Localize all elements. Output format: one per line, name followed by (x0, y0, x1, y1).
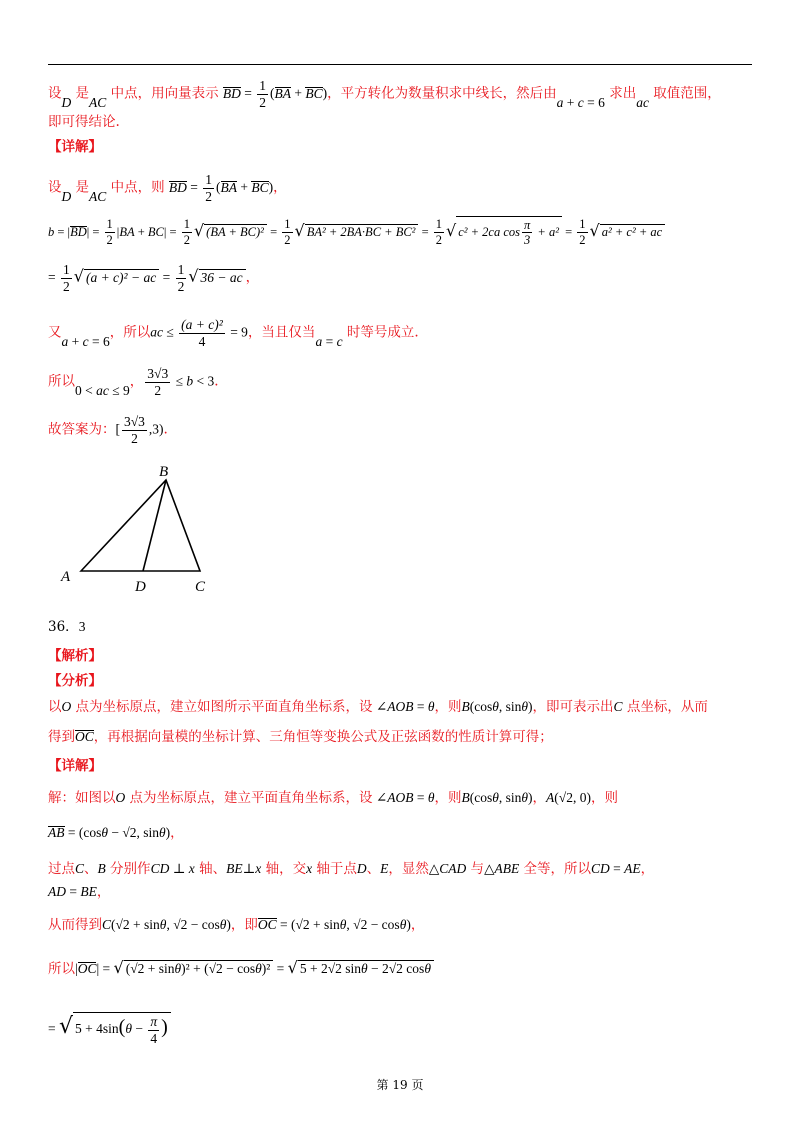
line-13: 以O 点为坐标原点，建立如图所示平面直角坐标系，设 ∠AOB = θ，则B(cosθ, sinθ)，即可表示出C 点坐标，从而 (48, 699, 708, 715)
header-rule (48, 64, 752, 65)
line-15-heading: 【详解】 (48, 758, 102, 774)
line-16: 解：如图以O 点为坐标原点，建立平面直角坐标系，设 ∠AOB = θ，则B(cosθ, sinθ)，A(√2, 0)，则 (48, 790, 618, 806)
triangle-abc (81, 480, 200, 571)
line-1: 设D 是AC 中点，用向量表示 BD = $\frac{1}{2}$ (BA + BC)，平方转化为数量积求中线长，然后由a + c = 6 求出ac 取值范围， (48, 78, 721, 110)
line-9: 故答案为：[ $\frac{3√3}{2}$ ,3). (48, 414, 168, 446)
line-8: 所以0 < ac ≤ 9， $\frac{3√3}{2}$ ≤ b < 3. (48, 366, 219, 398)
label-a: A (61, 569, 71, 585)
line-5: b = |BD| = $\frac{1}{2}$ |BA + BC| = $\frac{1}{2}$ √ (BA + BC)² = $\frac{1}{2}$ √ BA² + 2BA·BC + BC² = $\frac{1}{2}$ √ c² + 2ca cos $\frac{\pi}{3}$ + a² = $\frac{1}{2}$ √ a² + c² + ac (48, 216, 665, 248)
line-2: 即可得结论. (48, 114, 120, 130)
triangle-figure (55, 460, 225, 600)
line-22: = √ 5 + 4sin(θ − $\frac{\pi}{4}$ ) (48, 1012, 171, 1046)
line-18: 过点C、B 分别作CD ⊥ x 轴、BE⊥x 轴，交x 轴于点D、E，显然△CAD 与△ABE 全等，所以CD = AE， (48, 861, 655, 877)
line-20: 从而得到C(√2 + sinθ, √2 − cosθ)，即OC = (√2 + sinθ, √2 − cosθ)， (48, 917, 425, 933)
median-bd (143, 480, 166, 571)
label-d: D (135, 579, 146, 595)
line-21: 所以|OC| = √ (√2 + sinθ)² + (√2 − cosθ)² = √ 5 + 2√2 sinθ − 2√2 cosθ (48, 960, 434, 977)
line-10-question-number: 36．3 (48, 619, 86, 635)
line-7: 又a + c = 6，所以ac ≤ $\frac{\text{(a + c)²}}{4}$ = 9，当且仅当a = c 时等号成立. (48, 317, 419, 349)
line-19: AD = BE， (48, 884, 111, 900)
line-4: 设D 是AC 中点，则 BD = $\frac{1}{2}$ (BA + BC)， (48, 172, 287, 204)
page-footer: 第 19 页 (376, 1078, 424, 1092)
line-6: = $\frac{1}{2}$ √ (a + c)² − ac = $\frac{1}{2}$ √ 36 − ac ， (48, 262, 260, 294)
line-12-heading: 【分析】 (48, 673, 102, 689)
line-3-heading: 【详解】 (48, 139, 102, 155)
label-b: B (159, 464, 169, 480)
line-17: AB = (cosθ − √2, sinθ)， (48, 825, 184, 841)
label-c: C (195, 579, 206, 595)
line-14: 得到OC，再根据向量模的坐标计算、三角恒等变换公式及正弦函数的性质计算可得； (48, 729, 553, 745)
line-11-heading: 【解析】 (48, 648, 102, 664)
